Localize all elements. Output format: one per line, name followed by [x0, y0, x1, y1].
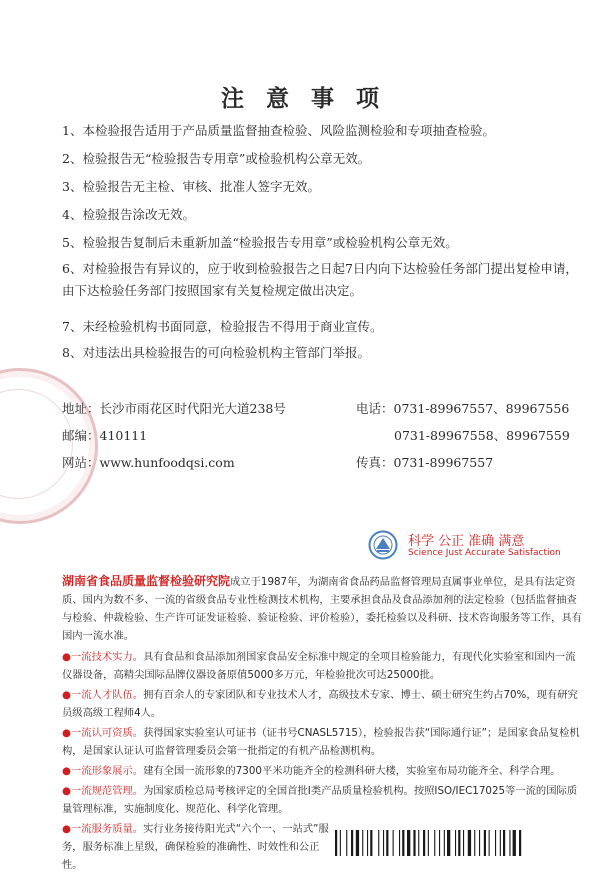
barcode-bar: [428, 830, 429, 856]
barcode-bar: [335, 830, 337, 856]
website-link[interactable]: 网站：www.hunfoodqsi.com: [62, 455, 235, 470]
note-item: 5、检验报告复制后未重新加盖“检验报告专用章”或检验机构公章无效。: [62, 235, 458, 250]
note-item: 2、检验报告无“检验报告专用章”或检验机构公章无效。: [62, 151, 371, 166]
feature-item: [62, 724, 584, 760]
feature-item: [62, 762, 584, 780]
barcode-bar: [418, 830, 419, 856]
feature-text: 建有全国一流形象的7300平米功能齐全的检测科研大楼，实验室布局功能齐全、科学合理。: [143, 765, 561, 777]
note-item: 7、未经检验机构书面同意，检验报告不得用于商业宣传。: [62, 319, 383, 334]
feature-head: ●一流规范管理。: [62, 785, 144, 797]
barcode-bar: [474, 830, 475, 856]
barcode-bar: [386, 830, 388, 856]
barcode-bar: [484, 830, 486, 856]
feature-head: ●一流认可资质。: [62, 727, 144, 739]
feature-text: 为国家质检总局考核评定的全国首批Ⅰ类产品质量检验机构。按照ISO/IEC17025等一流的国际质量管理标准，实施制度化、规范化、科学化管理。: [62, 785, 578, 815]
barcode-bar: [463, 830, 464, 856]
institute-logo-icon: [368, 530, 398, 560]
barcode-bar: [455, 830, 456, 856]
feature-item: [62, 820, 332, 874]
barcode-bar: [367, 830, 368, 856]
phone-text-2: 0731-89967558、89967559: [394, 428, 570, 443]
address-text: 地址：长沙市雨花区时代阳光大道238号: [62, 401, 286, 416]
barcode-bar: [423, 830, 425, 856]
barcode-bar: [370, 830, 372, 856]
barcode-bar: [351, 830, 353, 856]
barcode-bar: [458, 830, 460, 856]
barcode-bar: [356, 830, 359, 856]
phone-text: 电话：0731-89967557、89967556: [356, 401, 570, 416]
barcode-bar: [495, 830, 496, 856]
feature-text: 实行业务接待阳光式“六个一、一站式”服务，服务标准上星级，确保检验的准确性、时效性和公正性。: [62, 823, 329, 871]
feature-head: ●一流技术实力。: [62, 651, 144, 663]
barcode-bar: [489, 830, 490, 856]
barcode-bar: [399, 830, 400, 856]
page-title: 注意事项: [221, 85, 401, 112]
barcode-bar: [519, 830, 521, 856]
feature-text: 获得国家实验室认可证书（证书号CNASL5715），检验报告获“国际通行证”；是国家食品复检机构，是国家认证认可监督管理委员会第一批指定的有机产品检测机构。: [62, 727, 580, 757]
note-item-wrapped: 6、对检验报告有异议的，应于收到检验报告之日起7日内向下达检验任务部门提出复检申请，由下达检验任务部门按照国家有关复检规定做出决定。: [62, 261, 578, 298]
barcode-bar: [362, 830, 363, 856]
barcode-bar: [500, 830, 501, 856]
feature-item: [62, 782, 584, 818]
barcode-bar: [340, 830, 341, 856]
barcode-bar: [468, 830, 471, 856]
barcode-icon: [335, 830, 585, 856]
feature-head: ●一流人才队伍。: [62, 689, 144, 701]
slogan-cn: 科学 公正 准确 满意: [408, 534, 525, 549]
fax-text: 传真：0731-89967557: [356, 455, 494, 470]
brand-block: [368, 530, 568, 564]
feature-head: ●一流服务质量。: [62, 823, 144, 835]
barcode-bar: [393, 830, 394, 856]
note-item: 3、检验报告无主检、审核、批准人签字无效。: [62, 179, 320, 194]
barcode-bar: [479, 830, 480, 856]
feature-item: [62, 648, 584, 684]
barcode-bar: [383, 830, 384, 856]
feature-text: 具有食品和食品添加剂国家食品安全标准中规定的全项目检验能力，有现代化实验室和国内一流仪器设备，高精尖国际品牌仪器设备原值5000多万元，年检验批次可达25000批。: [62, 651, 576, 681]
barcode-bar: [402, 830, 404, 856]
barcode-bar: [447, 830, 450, 856]
note-item: 1、本检验报告适用于产品质量监督抽查检验、风险监测检验和专项抽查检验。: [62, 123, 495, 138]
barcode-bar: [434, 830, 435, 856]
feature-text: 拥有百余人的专家团队和专业技术人才，高级技术专家、博士、硕士研究生约占70%，现有研究员级高级工程师4人。: [62, 689, 578, 719]
barcode-bar: [378, 830, 379, 856]
barcode-bar: [444, 830, 445, 856]
note-item: 8、对违法出具检验报告的可向检验机构主管部门举报。: [62, 345, 370, 360]
barcode-bar: [439, 830, 440, 856]
institute-intro: [62, 572, 584, 645]
feature-head: ●一流形象展示。: [62, 765, 144, 777]
feature-item: [62, 686, 584, 722]
barcode-bar: [503, 830, 505, 856]
intro-text: 成立于1987年，为湖南省食品药品监督管理局直属事业单位，是具有法定资质、国内为数不多、一流的省级食品专业性检测技术机构，主要承担食品及食品添加剂的法定检验（包括监督抽查与检验、仲裁检验、生产许可证发证检验、验证检验、评价检验），委托检验以及科研、技术咨询服务等工作，具有国内一流水准。: [62, 576, 582, 642]
barcode-bar: [413, 830, 415, 856]
postcode-text: 邮编：410111: [62, 428, 148, 443]
red-seal-stamp: [0, 368, 98, 524]
barcode-bar: [407, 830, 410, 856]
slogan-en: Science Just Accurate Satisfaction: [408, 548, 561, 558]
barcode-bar: [509, 830, 510, 856]
institute-name: 湖南省食品质量监督检验研究院: [62, 574, 231, 588]
note-item: 4、检验报告涂改无效。: [62, 207, 195, 222]
barcode-bar: [346, 830, 347, 856]
barcode-bar: [513, 830, 516, 856]
